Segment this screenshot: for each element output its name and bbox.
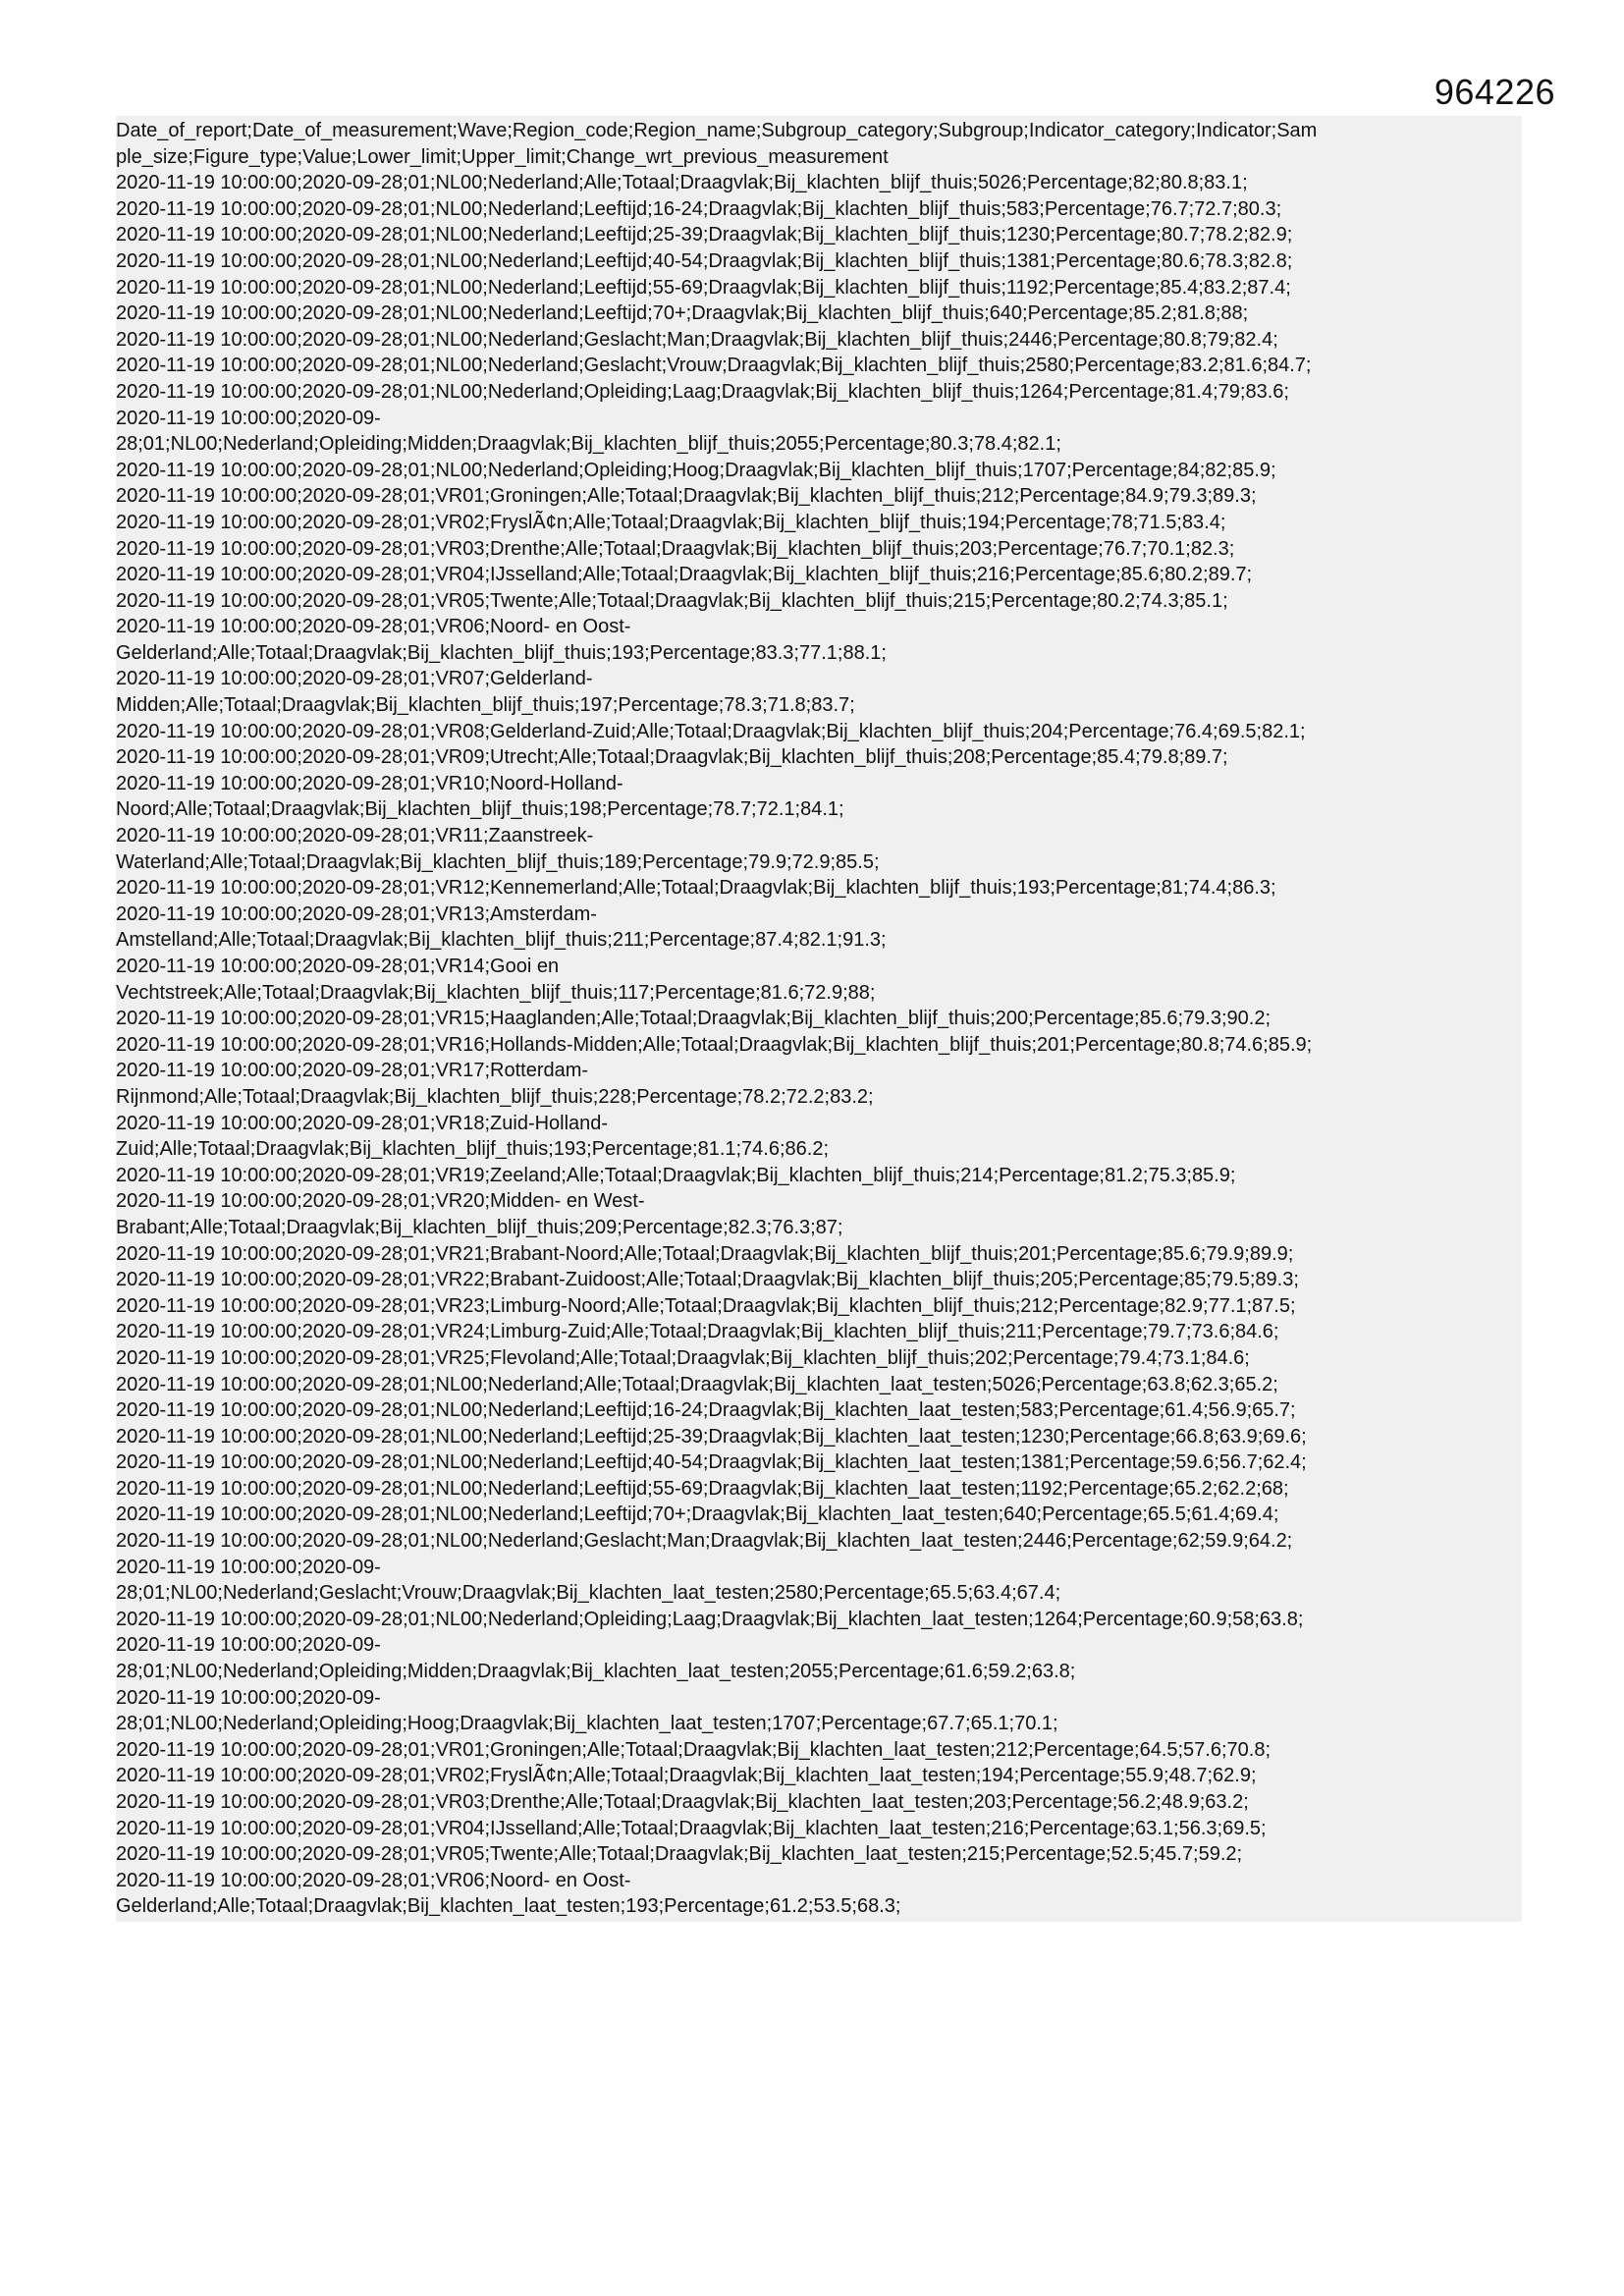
csv-data-line: 28;01;NL00;Nederland;Geslacht;Vrouw;Draagvlak;Bij_klachten_laat_testen;2580;Percentage;65.5;63.4;67.4; <box>116 1582 1061 1605</box>
csv-data-line: Vechtstreek;Alle;Totaal;Draagvlak;Bij_klachten_blijf_thuis;117;Percentage;81.6;72.9;88; <box>116 981 876 1004</box>
csv-data-line: 28;01;NL00;Nederland;Opleiding;Midden;Draagvlak;Bij_klachten_blijf_thuis;2055;Percentage;80.3;78.4;82.1; <box>116 433 1061 456</box>
csv-data-line: 2020-11-19 10:00:00;2020-09-28;01;VR09;Utrecht;Alle;Totaal;Draagvlak;Bij_klachten_blijf_thuis;208;Percentage;85.4;79.8;89.7; <box>116 746 1228 769</box>
csv-data-line: Midden;Alle;Totaal;Draagvlak;Bij_klachten_blijf_thuis;197;Percentage;78.3;71.8;83.7; <box>116 694 855 717</box>
csv-data-line: 2020-11-19 10:00:00;2020-09-28;01;NL00;Nederland;Leeftijd;70+;Draagvlak;Bij_klachten_blijf_thuis;640;Percentage;85.2;81.8;88; <box>116 302 1249 325</box>
csv-data-line: 2020-11-19 10:00:00;2020-09-28;01;VR25;Flevoland;Alle;Totaal;Draagvlak;Bij_klachten_blijf_thuis;202;Percentage;79.4;73.1;84.6; <box>116 1346 1250 1369</box>
csv-data-line: 2020-11-19 10:00:00;2020-09-28;01;VR14;Gooi en <box>116 956 560 977</box>
csv-data-line: 2020-11-19 10:00:00;2020-09-28;01;VR03;Drenthe;Alle;Totaal;Draagvlak;Bij_klachten_blijf_thuis;203;Percentage;76.7;70.1;82.3; <box>116 537 1235 560</box>
csv-data-line: 2020-11-19 10:00:00;2020-09- <box>116 1634 381 1657</box>
csv-data-line: 2020-11-19 10:00:00;2020-09-28;01;NL00;Nederland;Geslacht;Man;Draagvlak;Bij_klachten_blijf_thuis;2446;Percentage;80.8;79;82.4; <box>116 328 1278 351</box>
csv-data-line: Zuid;Alle;Totaal;Draagvlak;Bij_klachten_blijf_thuis;193;Percentage;81.1;74.6;86.2; <box>116 1138 830 1161</box>
csv-data-line: 2020-11-19 10:00:00;2020-09- <box>116 1686 381 1709</box>
csv-data-line: 2020-11-19 10:00:00;2020-09-28;01;NL00;Nederland;Alle;Totaal;Draagvlak;Bij_klachten_blijf_thuis;5026;Percentage;82;80.8;83.1; <box>116 172 1248 194</box>
csv-data-line: 2020-11-19 10:00:00;2020-09-28;01;NL00;Nederland;Opleiding;Hoog;Draagvlak;Bij_klachten_blijf_thuis;1707;Percentage;84;82;85.9; <box>116 459 1276 481</box>
csv-data-line: Rijnmond;Alle;Totaal;Draagvlak;Bij_klachten_blijf_thuis;228;Percentage;78.2;72.2;83.2; <box>116 1085 874 1108</box>
csv-header-line: Date_of_report;Date_of_measurement;Wave;Region_code;Region_name;Subgroup_category;Subgroup;Indicator_category;Indicator;Sam <box>116 120 1318 141</box>
csv-data-line: 2020-11-19 10:00:00;2020-09-28;01;VR06;Noord- en Oost- <box>116 616 631 638</box>
csv-data-line: 2020-11-19 10:00:00;2020-09-28;01;VR08;Gelderland-Zuid;Alle;Totaal;Draagvlak;Bij_klachten_blijf_thuis;204;Percentage;76.4;69.5;82.1; <box>116 720 1306 742</box>
csv-data-line: 28;01;NL00;Nederland;Opleiding;Midden;Draagvlak;Bij_klachten_laat_testen;2055;Percentage;61.6;59.2;63.8; <box>116 1661 1076 1683</box>
csv-data-line: Brabant;Alle;Totaal;Draagvlak;Bij_klachten_blijf_thuis;209;Percentage;82.3;76.3;87; <box>116 1216 843 1238</box>
csv-data-line: 2020-11-19 10:00:00;2020-09-28;01;NL00;Nederland;Alle;Totaal;Draagvlak;Bij_klachten_laat_testen;5026;Percentage;63.8;62.3;65.2; <box>116 1373 1278 1395</box>
csv-data-line: 2020-11-19 10:00:00;2020-09- <box>116 407 381 429</box>
csv-data-line: 2020-11-19 10:00:00;2020-09-28;01;NL00;Nederland;Leeftijd;40-54;Draagvlak;Bij_klachten_blijf_thuis;1381;Percentage;80.6;78.3;82.8; <box>116 249 1293 272</box>
csv-data-line: 2020-11-19 10:00:00;2020-09-28;01;VR20;Midden- en West- <box>116 1190 645 1213</box>
csv-data-line: 2020-11-19 10:00:00;2020-09-28;01;VR12;Kennemerland;Alle;Totaal;Draagvlak;Bij_klachten_blijf_thuis;193;Percentage;81;74.4;86.3; <box>116 877 1276 900</box>
csv-data-line: 2020-11-19 10:00:00;2020-09- <box>116 1556 381 1578</box>
csv-data-line: 2020-11-19 10:00:00;2020-09-28;01;NL00;Nederland;Leeftijd;16-24;Draagvlak;Bij_klachten_laat_testen;583;Percentage;61.4;56.9;65.7; <box>116 1399 1296 1422</box>
csv-data-line: 2020-11-19 10:00:00;2020-09-28;01;NL00;Nederland;Leeftijd;16-24;Draagvlak;Bij_klachten_blijf_thuis;583;Percentage;76.7;72.7;80.3; <box>116 197 1282 220</box>
csv-data-line: 2020-11-19 10:00:00;2020-09-28;01;NL00;Nederland;Leeftijd;25-39;Draagvlak;Bij_klachten_blijf_thuis;1230;Percentage;80.7;78.2;82.9; <box>116 224 1293 246</box>
csv-data-line: 2020-11-19 10:00:00;2020-09-28;01;VR16;Hollands-Midden;Alle;Totaal;Draagvlak;Bij_klachten_blijf_thuis;201;Percentage;80.8;74.6;85.9; <box>116 1033 1313 1056</box>
csv-data-line: 2020-11-19 10:00:00;2020-09-28;01;NL00;Nederland;Leeftijd;70+;Draagvlak;Bij_klachten_laat_testen;640;Percentage;65.5;61.4;69.4; <box>116 1503 1279 1526</box>
csv-data-line: Waterland;Alle;Totaal;Draagvlak;Bij_klachten_blijf_thuis;189;Percentage;79.9;72.9;85.5; <box>116 850 880 873</box>
csv-data-line: 2020-11-19 10:00:00;2020-09-28;01;VR01;Groningen;Alle;Totaal;Draagvlak;Bij_klachten_blijf_thuis;212;Percentage;84.9;79.3;89.3; <box>116 485 1257 508</box>
csv-data-line: 2020-11-19 10:00:00;2020-09-28;01;VR18;Zuid-Holland- <box>116 1112 609 1134</box>
document-id: 964226 <box>1434 72 1555 112</box>
csv-data-line: Noord;Alle;Totaal;Draagvlak;Bij_klachten_blijf_thuis;198;Percentage;78.7;72.1;84.1; <box>116 798 844 821</box>
csv-data-line: 2020-11-19 10:00:00;2020-09-28;01;VR04;IJsselland;Alle;Totaal;Draagvlak;Bij_klachten_blijf_thuis;216;Percentage;85.6;80.2;89.7; <box>116 564 1253 586</box>
csv-data-line: 2020-11-19 10:00:00;2020-09-28;01;VR19;Zeeland;Alle;Totaal;Draagvlak;Bij_klachten_blijf_thuis;214;Percentage;81.2;75.3;85.9; <box>116 1164 1236 1186</box>
document-body <box>116 116 1522 1922</box>
csv-data-line: 2020-11-19 10:00:00;2020-09-28;01;NL00;Nederland;Opleiding;Laag;Draagvlak;Bij_klachten_laat_testen;1264;Percentage;60.9;58;63.8; <box>116 1608 1304 1630</box>
csv-data-line: 2020-11-19 10:00:00;2020-09-28;01;VR11;Zaanstreek- <box>116 825 594 847</box>
csv-data-line: 28;01;NL00;Nederland;Opleiding;Hoog;Draagvlak;Bij_klachten_laat_testen;1707;Percentage;67.7;65.1;70.1; <box>116 1713 1058 1735</box>
csv-data-line: 2020-11-19 10:00:00;2020-09-28;01;VR07;Gelderland- <box>116 668 593 690</box>
csv-data-line: 2020-11-19 10:00:00;2020-09-28;01;NL00;Nederland;Leeftijd;55-69;Draagvlak;Bij_klachten_laat_testen;1192;Percentage;65.2;62.2;68; <box>116 1477 1289 1500</box>
csv-data-line: 2020-11-19 10:00:00;2020-09-28;01;VR23;Limburg-Noord;Alle;Totaal;Draagvlak;Bij_klachten_blijf_thuis;212;Percentage;82.9;77.1;87.5; <box>116 1294 1296 1317</box>
csv-data-line: 2020-11-19 10:00:00;2020-09-28;01;VR04;IJsselland;Alle;Totaal;Draagvlak;Bij_klachten_laat_testen;216;Percentage;63.1;56.3;69.5; <box>116 1817 1267 1839</box>
csv-data-line: Amstelland;Alle;Totaal;Draagvlak;Bij_klachten_blijf_thuis;211;Percentage;87.4;82.1;91.3; <box>116 929 887 952</box>
csv-data-line: 2020-11-19 10:00:00;2020-09-28;01;NL00;Nederland;Geslacht;Man;Draagvlak;Bij_klachten_laat_testen;2446;Percentage;62;59.9;64.2; <box>116 1530 1293 1553</box>
csv-data-line: 2020-11-19 10:00:00;2020-09-28;01;NL00;Nederland;Leeftijd;55-69;Draagvlak;Bij_klachten_blijf_thuis;1192;Percentage;85.4;83.2;87.4; <box>116 276 1291 299</box>
csv-data-line: 2020-11-19 10:00:00;2020-09-28;01;VR10;Noord-Holland- <box>116 772 623 794</box>
csv-data-line: Gelderland;Alle;Totaal;Draagvlak;Bij_klachten_laat_testen;193;Percentage;61.2;53.5;68.3; <box>116 1895 901 1918</box>
csv-data-line: 2020-11-19 10:00:00;2020-09-28;01;VR06;Noord- en Oost- <box>116 1869 631 1891</box>
csv-data-line: 2020-11-19 10:00:00;2020-09-28;01;VR13;Amsterdam- <box>116 902 597 925</box>
csv-data-line: 2020-11-19 10:00:00;2020-09-28;01;VR21;Brabant-Noord;Alle;Totaal;Draagvlak;Bij_klachten_blijf_thuis;201;Percentage;85.6;79.9;89.9; <box>116 1242 1294 1265</box>
csv-data-line: 2020-11-19 10:00:00;2020-09-28;01;NL00;Nederland;Geslacht;Vrouw;Draagvlak;Bij_klachten_blijf_thuis;2580;Percentage;83.2;81.6;84.7; <box>116 355 1312 377</box>
csv-data-line: 2020-11-19 10:00:00;2020-09-28;01;NL00;Nederland;Opleiding;Laag;Draagvlak;Bij_klachten_blijf_thuis;1264;Percentage;81.4;79;83.6; <box>116 380 1289 403</box>
csv-data-line: 2020-11-19 10:00:00;2020-09-28;01;VR02;FryslÃ¢n;Alle;Totaal;Draagvlak;Bij_klachten_laat_testen;194;Percentage;55.9;48.7;62.9; <box>116 1765 1257 1787</box>
csv-data-line: 2020-11-19 10:00:00;2020-09-28;01;VR05;Twente;Alle;Totaal;Draagvlak;Bij_klachten_blijf_thuis;215;Percentage;80.2;74.3;85.1; <box>116 589 1228 612</box>
csv-data-line: Gelderland;Alle;Totaal;Draagvlak;Bij_klachten_blijf_thuis;193;Percentage;83.3;77.1;88.1; <box>116 641 887 664</box>
csv-data-line: 2020-11-19 10:00:00;2020-09-28;01;VR02;FryslÃ¢n;Alle;Totaal;Draagvlak;Bij_klachten_blijf_thuis;194;Percentage;78;71.5;83.4; <box>116 511 1226 533</box>
csv-data-line: 2020-11-19 10:00:00;2020-09-28;01;VR01;Groningen;Alle;Totaal;Draagvlak;Bij_klachten_laat_testen;212;Percentage;64.5;57.6;70.8; <box>116 1738 1272 1761</box>
csv-data-line: 2020-11-19 10:00:00;2020-09-28;01;VR17;Rotterdam- <box>116 1060 589 1082</box>
csv-data-line: 2020-11-19 10:00:00;2020-09-28;01;VR15;Haaglanden;Alle;Totaal;Draagvlak;Bij_klachten_blijf_thuis;200;Percentage;85.6;79.3;90.2; <box>116 1008 1272 1030</box>
csv-data-line: 2020-11-19 10:00:00;2020-09-28;01;VR03;Drenthe;Alle;Totaal;Draagvlak;Bij_klachten_laat_testen;203;Percentage;56.2;48.9;63.2; <box>116 1791 1249 1813</box>
csv-data-line: 2020-11-19 10:00:00;2020-09-28;01;VR22;Brabant-Zuidoost;Alle;Totaal;Draagvlak;Bij_klachten_blijf_thuis;205;Percentage;85;79.5;89.3; <box>116 1269 1299 1291</box>
csv-header-line: ple_size;Figure_type;Value;Lower_limit;Upper_limit;Change_wrt_previous_measurement <box>116 145 889 168</box>
csv-data-line: 2020-11-19 10:00:00;2020-09-28;01;VR24;Limburg-Zuid;Alle;Totaal;Draagvlak;Bij_klachten_blijf_thuis;211;Percentage;79.7;73.6;84.6; <box>116 1321 1279 1343</box>
csv-data-line: 2020-11-19 10:00:00;2020-09-28;01;NL00;Nederland;Leeftijd;40-54;Draagvlak;Bij_klachten_laat_testen;1381;Percentage;59.6;56.7;62.4; <box>116 1451 1307 1474</box>
csv-data-line: 2020-11-19 10:00:00;2020-09-28;01;VR05;Twente;Alle;Totaal;Draagvlak;Bij_klachten_laat_testen;215;Percentage;52.5;45.7;59.2; <box>116 1843 1243 1866</box>
csv-data-line: 2020-11-19 10:00:00;2020-09-28;01;NL00;Nederland;Leeftijd;25-39;Draagvlak;Bij_klachten_laat_testen;1230;Percentage;66.8;63.9;69.6; <box>116 1425 1307 1448</box>
